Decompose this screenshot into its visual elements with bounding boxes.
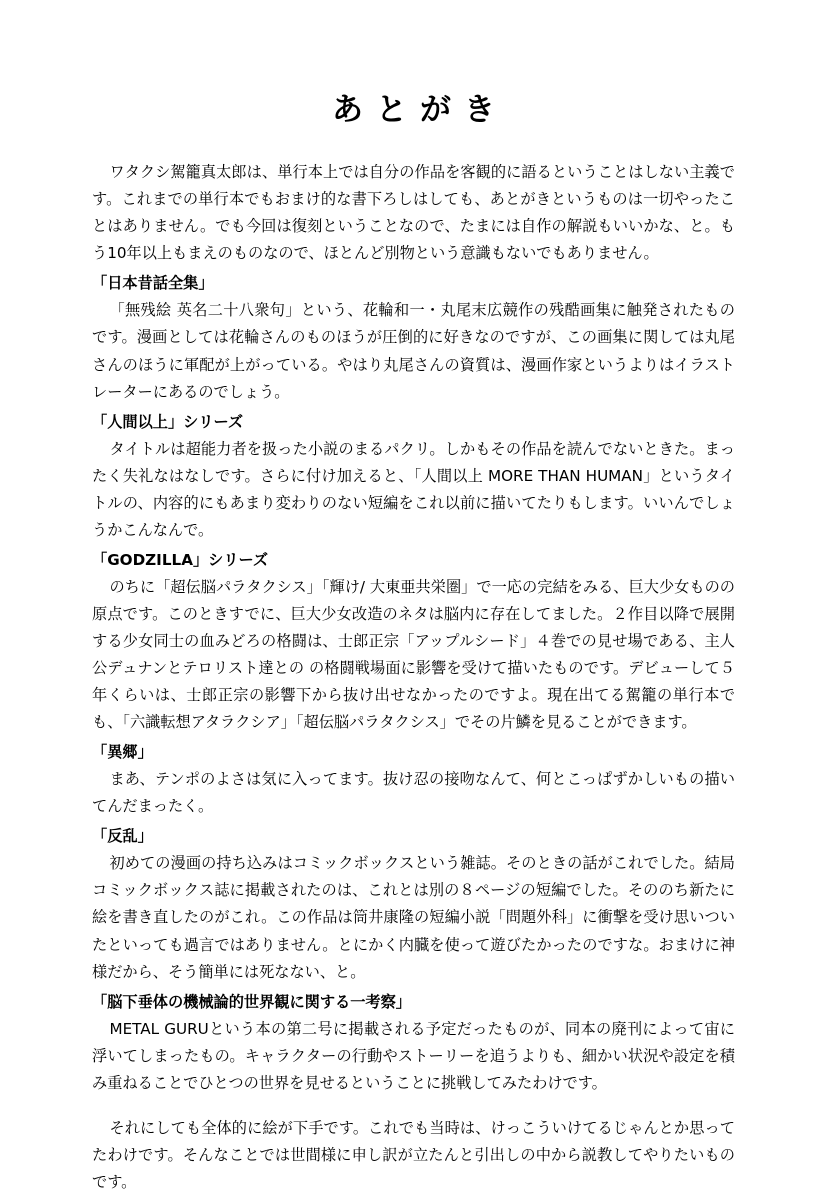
section-heading: 「日本昔話全集」 — [92, 274, 214, 293]
section-paragraph: のちに「超伝脳パラタクシス」「輝け/ 大東亜共栄圏」で一応の完結をみる、巨大少女ものの原点です。このときすでに、巨大少女改造のネタは脳内に存在してました。２作目以降で展開する少女同士の血みどろの格闘は、士郎正宗「アップルシード」４巻での見せ場である、主人公デュナンとテロリスト達との の格闘戦場面に影響を受けて描いたものです。デビューして５年くらいは、士郎正宗の影響下から抜け出せなかったのですよ。現在出てる駕籠の単行本でも、「六識転想アタラクシア」「超伝脳パラタクシス」でその片鱗を見ることができます。 — [92, 577, 735, 732]
document-body — [92, 159, 735, 1196]
section-heading: 「異郷」 — [92, 743, 153, 762]
section-paragraph: METAL GURUという本の第二号に掲載される予定だったものが、同本の廃刊によって宙に浮いてしまったもの。キャラクターの行動やストーリーを追うよりも、細かい状況や設定を積み重ねることでひとつの世界を見せるということに挑戦してみたわけです。 — [92, 1019, 735, 1092]
section-nougesuitai — [92, 989, 735, 1097]
section-paragraph: 「無残絵 英名二十八衆句」という、花輪和一・丸尾末広競作の残酷画集に触発されたものです。漫画としては花輪さんのものほうが圧倒的に好きなのですが、この画集に関しては丸尾さんのほうに軍配が上がっている。やはり丸尾さんの資質は、漫画作家というよりはイラストレーターにあるのでしょう。 — [92, 301, 735, 401]
section-ikyou — [92, 739, 735, 820]
section-hanran — [92, 823, 735, 985]
section-heading: 「GODZILLA」シリーズ — [92, 550, 269, 569]
section-nihon-mukashibanashi — [92, 270, 735, 405]
page-title: あとがき — [332, 92, 508, 128]
section-heading: 「脳下垂体の機械論的世界観に関する一考察」 — [92, 992, 411, 1011]
section-godzilla — [92, 547, 735, 736]
section-paragraph: タイトルは超能力者を扱った小説のまるパクリ。しかもその作品を読んでないときた。まったく失礼なはなしです。さらに付け加えると、「人間以上 MORE THAN HUMAN」というタイトルの、内容的にもあまり変わりのない短編をこれ以前に描いてたりもします。いいんでしょうかこんなんで。 — [92, 439, 735, 539]
section-paragraph: まあ、テンポのよさは気に入ってます。抜け忍の接吻なんて、何とこっぱずかしいもの描いてんだまったく。 — [92, 770, 735, 816]
closing-paragraph: それにしても全体的に絵が下手です。これでも当時は、けっこういけてるじゃんとか思ってたわけです。そんなことでは世間様に申し訳が立たんと引出しの中から説教してやりたいものです。 — [92, 1118, 735, 1191]
intro-paragraph: ワタクシ駕籠真太郎は、単行本上では自分の作品を客観的に語るということはしない主義です。これまでの単行本でもおまけ的な書下ろしはしても、あとがきというものは一切やったことはありません。でも今回は復刻ということなので、たまには自作の解説もいいかな、と。もう10年以上もまえのものなので、ほとんど別物という意識もないでもありません。 — [92, 163, 735, 263]
section-ningen-ijou — [92, 409, 735, 544]
section-heading: 「人間以上」シリーズ — [92, 412, 244, 431]
section-paragraph: 初めての漫画の持ち込みはコミックボックスという雑誌。そのときの話がこれでした。結局コミックボックス誌に掲載されたのは、これとは別の８ページの短編でした。そののち新たに絵を書き直したのがこれ。この作品は筒井康隆の短編小説「問題外科」に衝撃を受け思いついたといっても過言ではありません。とにかく内臓を使って遊びたかったのですな。おまけに神様だから、そう簡単には死なない、と。 — [92, 854, 735, 981]
section-heading: 「反乱」 — [92, 827, 153, 846]
paragraph-spacer — [92, 1098, 735, 1115]
